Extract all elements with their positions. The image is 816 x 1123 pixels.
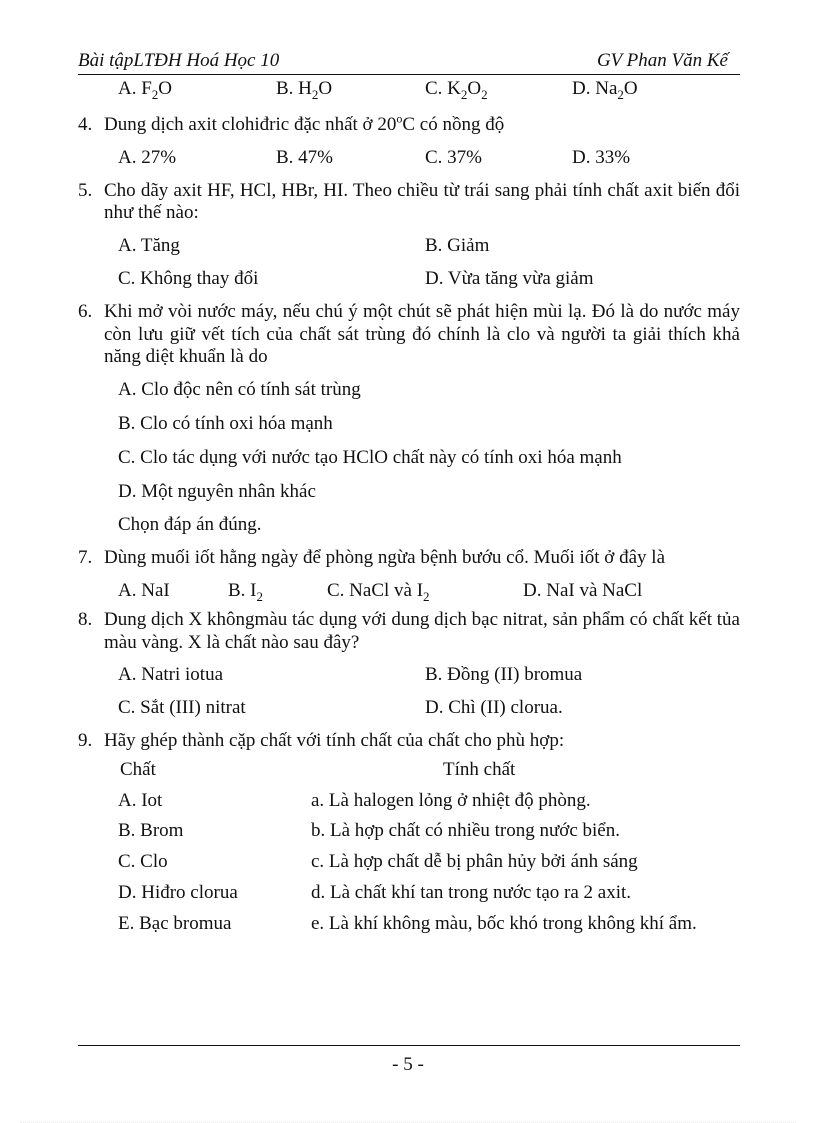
q4-option-c: C. 37% [425, 146, 482, 168]
q9-row [78, 913, 740, 936]
question-text: Dung dịch X khôngmàu tác dụng với dung dịch bạc nitrat, sản phẩm có chất kết tủa màu vàng. X là chất nào sau đây? [104, 608, 740, 653]
q9-row [78, 851, 740, 874]
q4-option-d: D. 33% [572, 146, 631, 168]
q6-instruction: Chọn đáp án đúng. [118, 514, 262, 536]
header-author: GV Phan Văn Kế [596, 50, 728, 71]
question-text: Hãy ghép thành cặp chất với tính chất của chất cho phù hợp: [104, 729, 565, 751]
q8-option-a: A. Natri iotua [118, 664, 224, 686]
page-header [78, 50, 728, 73]
q4-options [78, 147, 740, 170]
question-4 [78, 111, 740, 137]
q9-substance: D. Hiđro clorua [118, 881, 238, 903]
q3-option-d: D. $Na_2O$ [572, 78, 638, 102]
q9-row [78, 790, 740, 813]
question-number: 8. [78, 608, 93, 630]
q9-col-header-left: Chất [120, 758, 156, 780]
q9-matching-table [78, 790, 740, 936]
q7-options [78, 580, 740, 603]
q3-option-a: A. $F_2O$ [118, 78, 173, 102]
header-divider [78, 74, 740, 75]
q7-option-b: B. $I_2$ [228, 579, 263, 604]
q7-option-a: A. NaI [118, 579, 170, 601]
q5-options-row-2 [78, 268, 740, 291]
question-7 [78, 547, 740, 570]
q5-option-b: B. Giảm [425, 235, 490, 257]
q9-row [78, 882, 740, 905]
question-text: Khi mở vòi nước máy, nếu chú ý một chút sẽ phát hiện mùi lạ. Đó là do nước máy còn lưu giữ vết tích của chất sát trùng đó chính là clo và người ta giải thích khả năng diệt khuẩn là do [104, 300, 740, 368]
q5-option-d: D. Vừa tăng vừa giảm [425, 267, 594, 289]
header-title: Bài tậpLTĐH Hoá Học 10 [78, 50, 280, 71]
q3-option-c: C. $K_2O_2$ [425, 78, 488, 102]
q5-option-a: A. Tăng [118, 235, 180, 257]
q9-substance: E. Bạc bromua [118, 912, 232, 934]
q9-property: c. Là hợp chất dễ bị phân hủy bởi ánh sáng [311, 851, 638, 873]
question-text: Dung dịch axit clohiđric đặc nhất ở 20$^o$C có nồng độ [104, 111, 505, 135]
q9-row [78, 820, 740, 843]
question-number: 6. [78, 300, 93, 322]
question-text: Dùng muối iốt hằng ngày để phòng ngừa bệnh bướu cổ. Muối iốt ở đây là [104, 547, 666, 569]
q8-option-b: B. Đồng (II) bromua [425, 664, 583, 686]
q9-column-headers [78, 759, 740, 782]
question-number: 9. [78, 729, 93, 751]
q8-option-d: D. Chì (II) clorua. [425, 697, 563, 719]
q9-property: a. Là halogen lỏng ở nhiệt độ phòng. [311, 789, 591, 811]
q5-options-row-1 [78, 235, 740, 258]
q8-options-row-2 [78, 697, 740, 720]
question-text: Cho dãy axit HF, HCl, HBr, HI. Theo chiều từ trái sang phải tính chất axit biến đổi như thế nào: [104, 179, 740, 224]
q8-options-row-1 [78, 664, 740, 687]
q6-option-d: D. Một nguyên nhân khác [118, 480, 316, 502]
q9-substance: A. Iot [118, 789, 163, 811]
question-8 [78, 609, 740, 655]
q7-option-c: C. NaCl và $I_2$ [327, 579, 430, 604]
q6-option-b: B. Clo có tính oxi hóa mạnh [118, 412, 333, 434]
q9-substance: B. Brom [118, 820, 184, 842]
footer-divider [78, 1045, 740, 1046]
q6-option-c: C. Clo tác dụng với nước tạo HClO chất này có tính oxi hóa mạnh [118, 446, 622, 468]
q3-options [78, 78, 740, 106]
question-number: 4. [78, 114, 93, 135]
q4-option-b: B. 47% [276, 146, 333, 168]
q5-option-c: C. Không thay đổi [118, 267, 259, 289]
question-6 [78, 301, 740, 369]
q9-property: b. Là hợp chất có nhiều trong nước biển. [311, 820, 620, 842]
q9-property: e. Là khí không màu, bốc khó trong không khí ẩm. [311, 912, 697, 934]
question-9 [78, 730, 740, 753]
q3-option-b: B. $H_2O$ [276, 78, 333, 102]
q8-option-c: C. Sắt (III) nitrat [118, 697, 246, 719]
question-number: 7. [78, 547, 93, 569]
q9-property: d. Là chất khí tan trong nước tạo ra 2 axit. [311, 881, 632, 903]
question-5 [78, 180, 740, 226]
question-number: 5. [78, 179, 93, 201]
page-content [78, 78, 740, 936]
q7-option-d: D. NaI và NaCl [523, 579, 643, 601]
q4-option-a: A. 27% [118, 146, 177, 168]
page-number: - 5 - [392, 1054, 424, 1075]
q6-option-a: A. Clo độc nên có tính sát trùng [118, 379, 361, 401]
q9-col-header-right: Tính chất [443, 758, 516, 780]
q9-substance: C. Clo [118, 851, 168, 873]
